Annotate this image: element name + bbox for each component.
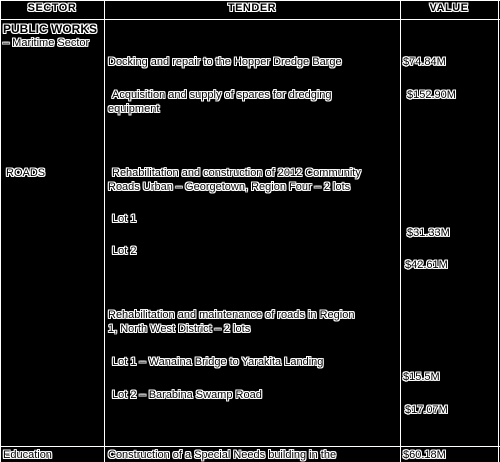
value-special-needs: $60.18M (403, 449, 446, 461)
value-lot-2: $42.61M (405, 259, 448, 271)
tender-special-needs: Construction of a Special Needs building in the (108, 449, 337, 461)
tender-lot-2-barabina: Lot 2 – Barabina Swamp Road (112, 389, 262, 401)
sector-education: Education (3, 449, 52, 461)
column-divider-1 (104, 0, 105, 462)
header-value: VALUE (429, 2, 469, 14)
tender-community-roads: Rehabilitation and construction of 2012 Community (112, 167, 361, 179)
value-lot-2-barabina: $17.07M (405, 404, 448, 416)
value-lot-1: $31.33M (407, 227, 450, 239)
sector-public-works: PUBLIC WORKS (3, 22, 97, 36)
sector-roads: ROADS (6, 167, 46, 179)
header-sector: SECTOR (27, 2, 77, 14)
table-border-top (0, 0, 500, 1)
table-border-left (0, 0, 1, 462)
tender-region1-roads: Rehabilitation and maintenance of roads in Region (108, 309, 355, 321)
value-lot-1-wanaina: $15.5M (403, 371, 440, 383)
tender-community-roads-cont: Roads Urban – Georgetown, Region Four – 2 lots (108, 181, 351, 193)
column-divider-2 (400, 0, 401, 462)
value-hopper-dredge: $74.84M (403, 56, 446, 68)
tender-dredging-spares: Acquisition and supply of spares for dredging (112, 89, 332, 101)
tender-lot-1: Lot 1 (112, 213, 137, 225)
value-dredging-spares: $152.90M (407, 89, 456, 101)
tender-hopper-dredge: Docking and repair to the Hopper Dredge Barge (108, 56, 342, 68)
row-divider-education (0, 446, 500, 447)
sector-public-works-sub: – Maritime Sector (3, 37, 90, 49)
tender-dredging-spares-cont: equipment (108, 103, 160, 115)
table-border-right (498, 0, 499, 462)
tender-region1-roads-cont: 1, North West District – 2 lots (108, 323, 251, 335)
tender-lot-1-wanaina: Lot 1 – Wanaina Bridge to Yarakita Landing (112, 356, 324, 368)
tender-lot-2: Lot 2 (112, 245, 137, 257)
header-divider (0, 19, 500, 20)
header-tender: TENDER (227, 2, 277, 14)
